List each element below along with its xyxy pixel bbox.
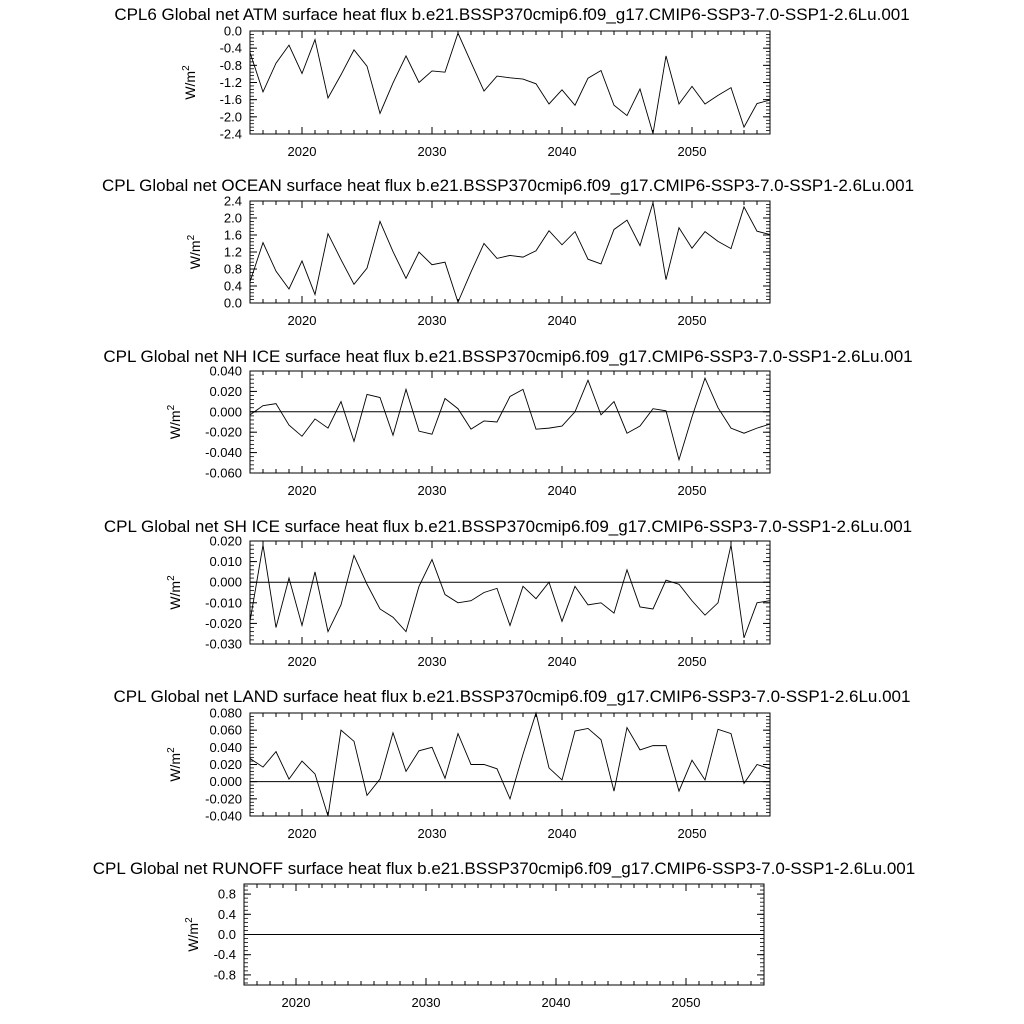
y-tick-label: -0.020 <box>205 424 242 440</box>
x-tick-label: 2050 <box>677 826 707 841</box>
plot-frame <box>250 31 770 134</box>
y-tick-label: 0.020 <box>209 383 242 399</box>
panel-runoff <box>93 859 915 1010</box>
x-tick-label: 2030 <box>417 826 447 841</box>
y-tick-label: 0.040 <box>209 363 242 379</box>
x-tick-label: 2040 <box>547 654 577 669</box>
plot-frame <box>250 713 770 816</box>
y-tick-label: -2.0 <box>219 109 242 125</box>
series-line <box>250 713 770 816</box>
x-tick-label: 2020 <box>287 654 317 669</box>
y-tick-label: -0.8 <box>213 967 236 983</box>
x-tick-label: 2020 <box>287 144 317 159</box>
y-tick-label: 1.6 <box>223 227 242 243</box>
panel-ocean <box>102 176 914 328</box>
y-tick-label: 0.4 <box>217 906 236 922</box>
y-tick-label: 2.0 <box>223 210 242 226</box>
y-tick-label: 0.080 <box>209 705 242 721</box>
panel-title: CPL Global net LAND surface heat flux b.e21.BSSP370cmip6.f09_g17.CMIP6-SSP3-7.0-SSP1-2.6Lu.001 <box>113 687 911 706</box>
y-tick-label: 0.020 <box>209 533 242 549</box>
y-tick-label: -0.4 <box>213 947 236 963</box>
y-axis-label-main: W/m <box>182 70 198 100</box>
y-tick-label: -2.4 <box>219 126 242 142</box>
plot-frame <box>250 371 770 473</box>
panel-title: CPL Global net RUNOFF surface heat flux b.e21.BSSP370cmip6.f09_g17.CMIP6-SSP3-7.0-SSP1-2.6Lu.001 <box>92 859 916 878</box>
y-axis-label-main: W/m <box>185 922 201 952</box>
y-axis-label <box>181 65 198 100</box>
panel-sh-ice <box>104 517 912 669</box>
y-tick-label: 1.2 <box>223 244 242 260</box>
x-tick-label: 2030 <box>417 313 447 328</box>
y-tick-label: -0.4 <box>219 40 242 56</box>
y-axis-label <box>166 575 183 610</box>
y-axis-label-superscript: 2 <box>166 404 177 411</box>
y-tick-label: 0.4 <box>223 278 242 294</box>
y-axis-label <box>166 747 183 782</box>
panel-title: CPL Global net SH ICE surface heat flux b.e21.BSSP370cmip6.f09_g17.CMIP6-SSP3-7.0-SSP1-2.6Lu.001 <box>103 517 913 536</box>
y-tick-label: -0.040 <box>205 808 242 824</box>
y-tick-label: -0.030 <box>205 636 242 652</box>
y-tick-label: 2.4 <box>223 193 242 209</box>
x-tick-label: 2030 <box>417 654 447 669</box>
y-axis-label <box>166 404 183 439</box>
x-tick-label: 2050 <box>677 313 707 328</box>
y-tick-label: -0.040 <box>205 445 242 461</box>
y-axis-label-superscript: 2 <box>184 917 195 923</box>
x-tick-label: 2030 <box>417 483 447 498</box>
y-axis-label-superscript: 2 <box>166 747 177 753</box>
x-tick-label: 2030 <box>411 995 441 1010</box>
y-axis-label-superscript: 2 <box>181 65 192 71</box>
panel-nh-ice <box>103 347 912 498</box>
plot-frame <box>250 541 770 644</box>
y-tick-label: 0.060 <box>209 722 242 738</box>
panel-land <box>114 687 911 841</box>
y-tick-label: 0.020 <box>209 757 242 772</box>
x-tick-label: 2040 <box>547 313 577 328</box>
x-tick-label: 2050 <box>671 995 701 1010</box>
y-axis-label-main: W/m <box>167 752 183 782</box>
panel-atm <box>114 5 909 159</box>
series-line <box>250 545 770 638</box>
y-axis-label-superscript: 2 <box>166 575 177 581</box>
y-tick-label: 0.8 <box>217 886 236 902</box>
y-axis-label-main: W/m <box>167 580 183 610</box>
panel-title: CPL6 Global net ATM surface heat flux b.e21.BSSP370cmip6.f09_g17.CMIP6-SSP3-7.0-SSP1-2.6Lu.001 <box>114 5 910 24</box>
y-tick-label: 0.000 <box>209 404 242 420</box>
y-axis-label <box>184 917 201 952</box>
y-tick-label: -1.2 <box>219 75 242 90</box>
x-tick-label: 2020 <box>287 826 317 841</box>
y-axis-label-main: W/m <box>167 410 183 440</box>
y-axis-label <box>186 234 203 269</box>
y-tick-label: 0.8 <box>223 261 242 277</box>
y-tick-label: -0.020 <box>205 615 242 631</box>
y-tick-label: 0.010 <box>209 554 242 570</box>
x-tick-label: 2040 <box>547 144 577 159</box>
y-tick-label: 0.0 <box>223 295 242 311</box>
y-tick-label: -0.010 <box>205 595 242 611</box>
series-line <box>250 203 770 302</box>
y-tick-label: 0.000 <box>209 774 242 790</box>
series-line <box>250 378 770 460</box>
x-tick-label: 2050 <box>677 144 707 159</box>
x-tick-label: 2040 <box>547 826 577 841</box>
y-tick-label: -0.060 <box>205 465 242 481</box>
y-tick-label: 0.0 <box>217 927 236 942</box>
y-axis-label-main: W/m <box>187 240 203 270</box>
y-tick-label: -0.8 <box>219 57 242 73</box>
y-axis-label-superscript: 2 <box>186 234 197 241</box>
x-tick-label: 2050 <box>677 483 707 498</box>
x-tick-label: 2030 <box>417 144 447 159</box>
x-tick-label: 2050 <box>677 654 707 669</box>
series-line <box>250 33 770 133</box>
panel-title: CPL Global net NH ICE surface heat flux b.e21.BSSP370cmip6.f09_g17.CMIP6-SSP3-7.0-SSP1-2.6Lu.001 <box>103 347 913 366</box>
x-tick-label: 2020 <box>287 313 317 328</box>
panel-title: CPL Global net OCEAN surface heat flux b.e21.BSSP370cmip6.f09_g17.CMIP6-SSP3-7.0-SSP1-2.6Lu.001 <box>101 176 915 195</box>
plot-frame <box>250 201 770 303</box>
x-tick-label: 2020 <box>287 483 317 498</box>
x-tick-label: 2040 <box>541 995 571 1010</box>
x-tick-label: 2020 <box>281 995 311 1010</box>
y-tick-label: -1.6 <box>219 92 242 108</box>
y-tick-label: 0.040 <box>209 739 242 755</box>
y-tick-label: 0.0 <box>223 23 242 39</box>
y-tick-label: 0.000 <box>209 574 242 590</box>
x-tick-label: 2040 <box>547 483 577 498</box>
y-tick-label: -0.020 <box>205 791 242 807</box>
